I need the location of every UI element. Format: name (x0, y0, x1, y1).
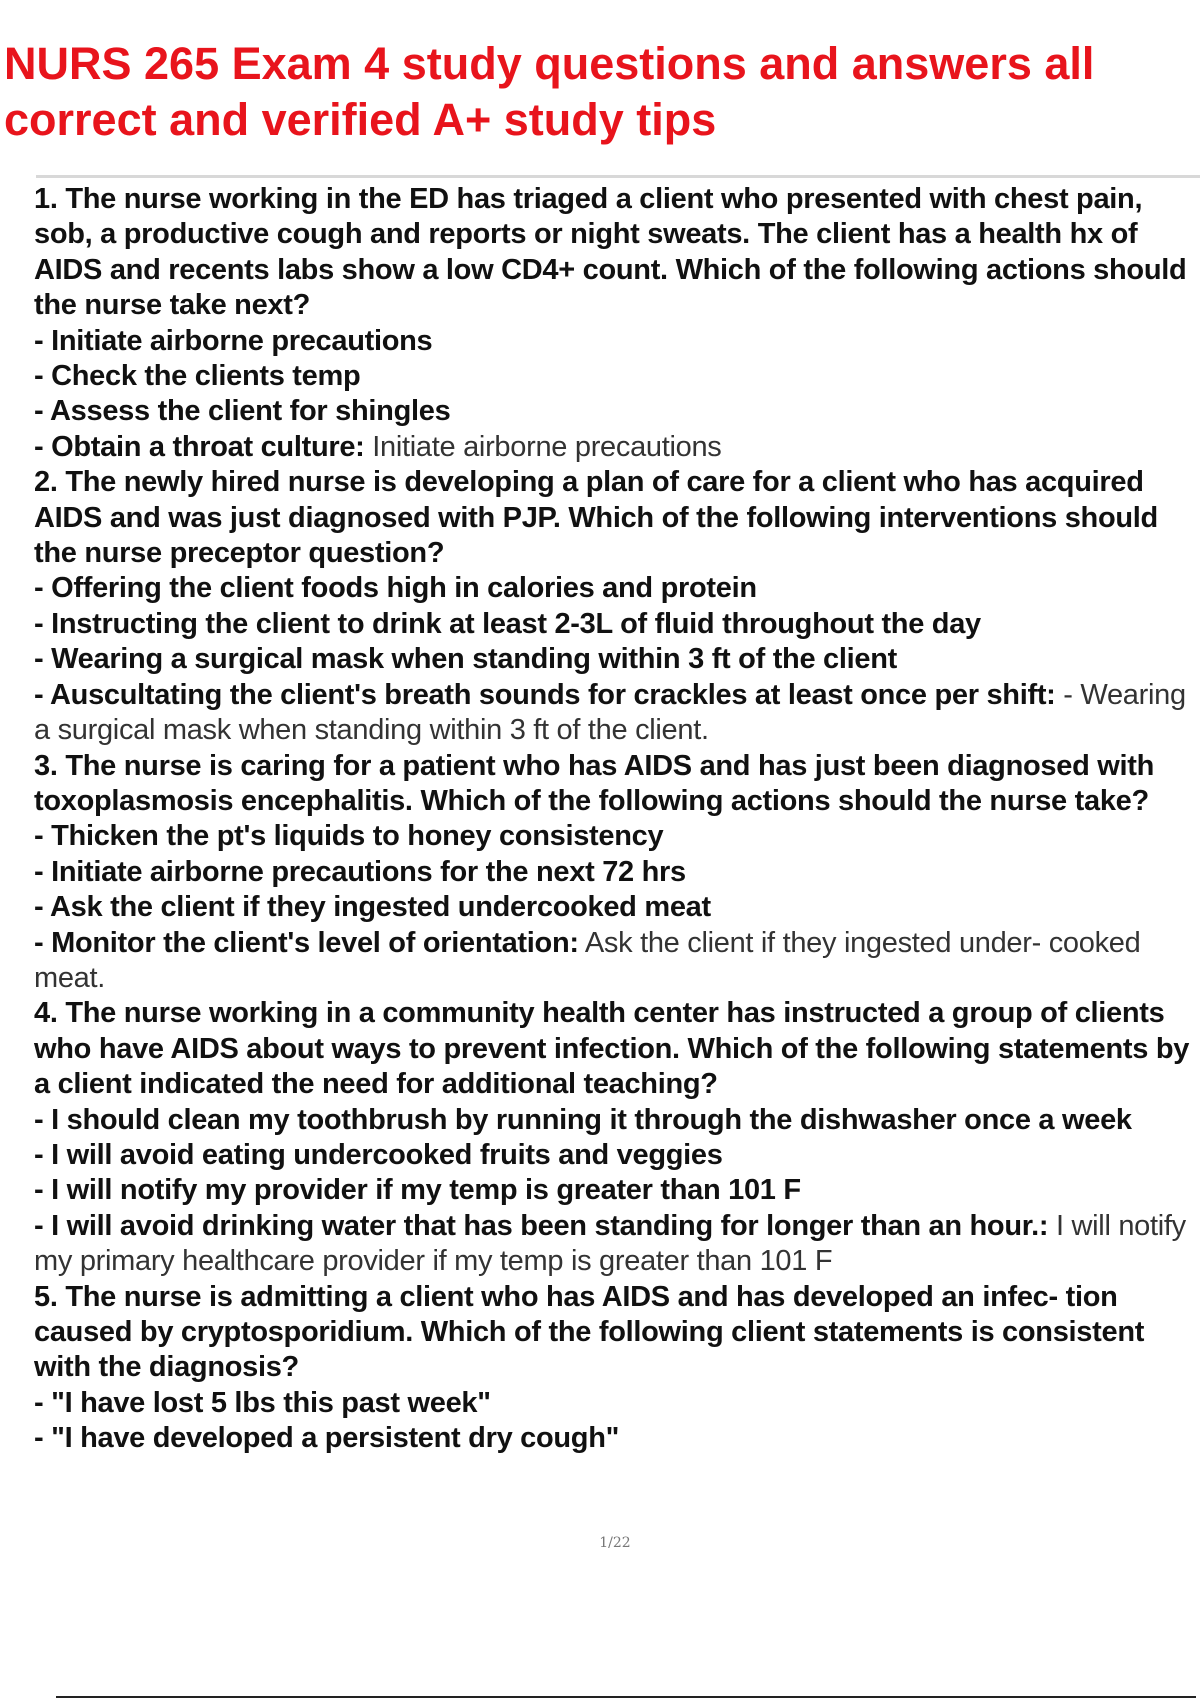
question-2 (34, 465, 1198, 748)
document-title: NURS 265 Exam 4 study questions and answers all correct and verified A+ study tips (4, 38, 1095, 145)
question-5 (34, 1280, 1198, 1457)
answer-option: - Assess the client for shingles (34, 395, 451, 428)
answer-option: - I will avoid eating undercooked fruits and veggies (34, 1138, 723, 1171)
last-option-with-answer (34, 926, 1198, 997)
answer-option: - Monitor the client's level of orientation: (34, 926, 579, 959)
page-number: 1/22 (599, 1535, 631, 1551)
answer-option: - Ask the client if they ingested undercooked meat (34, 891, 711, 924)
last-option-with-answer (34, 1209, 1198, 1280)
question-stem: 2. The newly hired nurse is developing a plan of care for a client who has acquired AIDS and was just diagnosed with PJP. Which of the following interventions should the nurse preceptor question? (34, 466, 1158, 570)
title-divider (36, 175, 1200, 178)
answer-option: - "I have lost 5 lbs this past week" (34, 1386, 491, 1419)
answer-option: - Initiate airborne precautions for the next 72 hrs (34, 855, 686, 888)
question-stem: 3. The nurse is caring for a patient who has AIDS and has just been diagnosed with toxoplasmosis encephalitis. Which of the following actions should the nurse take? (34, 749, 1155, 817)
correct-answer: Initiate airborne precautions (364, 430, 722, 463)
answer-option: - Initiate airborne precautions (34, 324, 433, 357)
correct-answer: I will notify my primary healthcare provider if my temp is greater than 101 F (34, 1209, 1186, 1278)
answer-option: - Wearing a surgical mask when standing within 3 ft of the client (34, 643, 897, 676)
answer-option: - Offering the client foods high in calories and protein (34, 572, 757, 605)
answer-option: - Thicken the pt's liquids to honey consistency (34, 820, 664, 853)
answer-option: - "I have developed a persistent dry cough" (34, 1422, 620, 1455)
question-stem: 5. The nurse is admitting a client who has AIDS and has developed an infec- tion caused by cryptosporidium. Which of the following client statements is consistent with the diagnosis? (34, 1280, 1145, 1384)
question-4 (34, 996, 1198, 1279)
correct-answer: - Wearing a surgical mask when standing within 3 ft of the client. (34, 678, 1186, 747)
question-stem: 4. The nurse working in a community health center has instructed a group of clients who have AIDS about ways to prevent infection. Which of the following statements by a client indicated the need for additional teaching? (34, 997, 1190, 1101)
question-3 (34, 749, 1198, 997)
answer-option: - I should clean my toothbrush by running it through the dishwasher once a week (34, 1103, 1132, 1136)
question-list (34, 182, 1198, 1457)
question-stem: 1. The nurse working in the ED has triaged a client who presented with chest pain, sob, a productive cough and reports or night sweats. The client has a health hx of AIDS and recents labs show a low CD4+ count. Which of the following actions should the nurse take next? (34, 183, 1187, 322)
answer-option: - I will avoid drinking water that has been standing for longer than an hour.: (34, 1209, 1049, 1242)
answer-option: - I will notify my provider if my temp is greater than 101 F (34, 1174, 801, 1207)
last-option-with-answer (34, 430, 1198, 465)
answer-option: - Check the clients temp (34, 360, 361, 393)
answer-option: - Obtain a throat culture: (34, 430, 365, 463)
last-option-with-answer (34, 678, 1198, 749)
correct-answer: Ask the client if they ingested under- cooked meat. (34, 926, 1141, 994)
footer-divider (56, 1696, 1196, 1698)
answer-option: - Auscultating the client's breath sounds for crackles at least once per shift: (34, 678, 1056, 711)
answer-option: - Instructing the client to drink at least 2-3L of fluid throughout the day (34, 607, 981, 640)
question-1 (34, 182, 1198, 465)
